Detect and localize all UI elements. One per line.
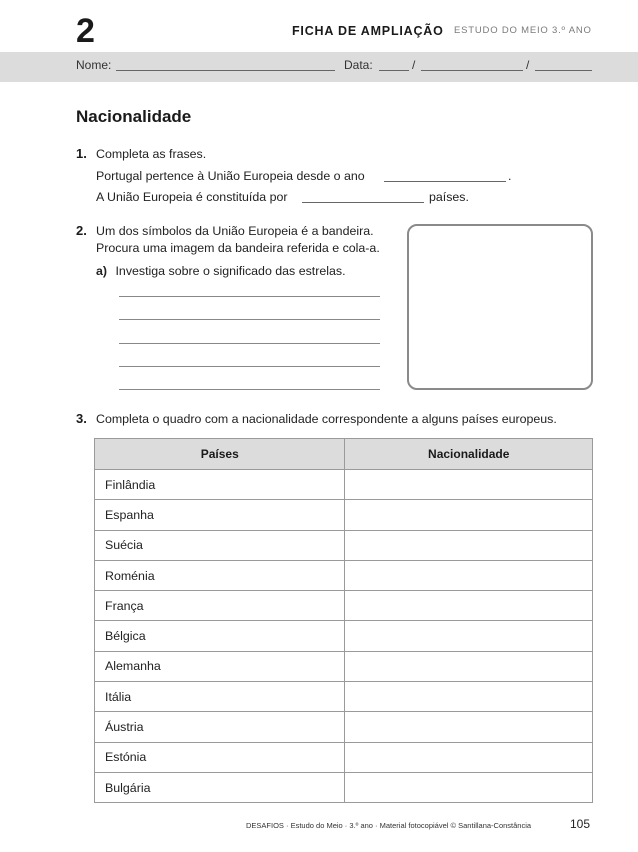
country-cell: França xyxy=(95,591,345,621)
nationality-answer-cell[interactable] xyxy=(345,712,593,742)
question-2-line-2: Procura uma imagem da bandeira referida e cola-a. xyxy=(96,241,380,255)
table-row xyxy=(95,651,593,681)
question-3-number: 3. xyxy=(76,411,87,426)
nationality-table xyxy=(94,438,593,803)
table-row xyxy=(95,530,593,560)
country-cell: Espanha xyxy=(95,500,345,530)
name-label: Nome: xyxy=(76,58,112,72)
footer-credits: DESAFIOS · Estudo do Meio · 3.º ano · Material fotocopiável © Santillana-Constância xyxy=(246,821,532,830)
date-separator: / xyxy=(526,58,530,72)
country-cell: Áustria xyxy=(95,712,345,742)
column-header-nationality: Nacionalidade xyxy=(345,439,593,470)
nationality-answer-cell[interactable] xyxy=(345,682,593,712)
question-1-sentence-a: Portugal pertence à União Europeia desde o ano xyxy=(96,169,365,183)
country-cell: Roménia xyxy=(95,560,345,590)
question-2a-text: Investiga sobre o significado das estrelas. xyxy=(115,264,346,278)
country-cell: Finlândia xyxy=(95,470,345,500)
question-1-number: 1. xyxy=(76,146,87,161)
nationality-answer-cell[interactable] xyxy=(345,651,593,681)
nationality-answer-cell[interactable] xyxy=(345,742,593,772)
nationality-answer-cell[interactable] xyxy=(345,591,593,621)
date-separator: / xyxy=(412,58,416,72)
table-row xyxy=(95,621,593,651)
country-cell: Estónia xyxy=(95,742,345,772)
page-number: 105 xyxy=(570,817,591,831)
table-row xyxy=(95,712,593,742)
question-3-instruction: Completa o quadro com a nacionalidade correspondente a alguns países europeus. xyxy=(96,412,557,426)
date-day-field[interactable] xyxy=(379,70,409,71)
question-1-instruction: Completa as frases. xyxy=(96,147,207,161)
nationality-answer-cell[interactable] xyxy=(345,470,593,500)
sheet-number: 2 xyxy=(76,12,95,50)
answer-field-year[interactable] xyxy=(384,181,506,182)
country-cell: Itália xyxy=(95,682,345,712)
table-row xyxy=(95,500,593,530)
column-header-countries: Países xyxy=(95,439,345,470)
question-2a xyxy=(96,264,346,278)
answer-line[interactable] xyxy=(119,296,380,297)
sheet-subject: ESTUDO DO MEIO 3.º ANO xyxy=(454,25,592,36)
question-1-sentence-b-end: países. xyxy=(429,190,469,204)
nationality-answer-cell[interactable] xyxy=(345,530,593,560)
question-2-line-1: Um dos símbolos da União Europeia é a bandeira. xyxy=(96,224,374,238)
answer-line[interactable] xyxy=(119,389,380,390)
question-1-sentence-a-end: . xyxy=(508,169,512,183)
table-row xyxy=(95,772,593,802)
name-field[interactable] xyxy=(116,70,335,71)
table-row xyxy=(95,742,593,772)
answer-line[interactable] xyxy=(119,343,380,344)
country-cell: Bulgária xyxy=(95,772,345,802)
answer-field-countries[interactable] xyxy=(302,202,424,203)
country-cell: Alemanha xyxy=(95,651,345,681)
table-row xyxy=(95,682,593,712)
nationality-answer-cell[interactable] xyxy=(345,772,593,802)
date-month-field[interactable] xyxy=(421,70,523,71)
answer-line[interactable] xyxy=(119,319,380,320)
question-2-number: 2. xyxy=(76,223,87,238)
date-label: Data: xyxy=(344,58,373,72)
flag-image-box[interactable] xyxy=(407,224,593,390)
sheet-title: FICHA DE AMPLIAÇÃO xyxy=(292,24,444,38)
nationality-answer-cell[interactable] xyxy=(345,621,593,651)
question-2a-letter: a) xyxy=(96,264,108,278)
table-header-row xyxy=(95,439,593,470)
nationality-answer-cell[interactable] xyxy=(345,500,593,530)
date-year-field[interactable] xyxy=(535,70,592,71)
table-row xyxy=(95,470,593,500)
table-row xyxy=(95,560,593,590)
answer-line[interactable] xyxy=(119,366,380,367)
section-title: Nacionalidade xyxy=(76,107,192,126)
nationality-answer-cell[interactable] xyxy=(345,560,593,590)
country-cell: Bélgica xyxy=(95,621,345,651)
country-cell: Suécia xyxy=(95,530,345,560)
table-row xyxy=(95,591,593,621)
question-1-sentence-b: A União Europeia é constituída por xyxy=(96,190,288,204)
